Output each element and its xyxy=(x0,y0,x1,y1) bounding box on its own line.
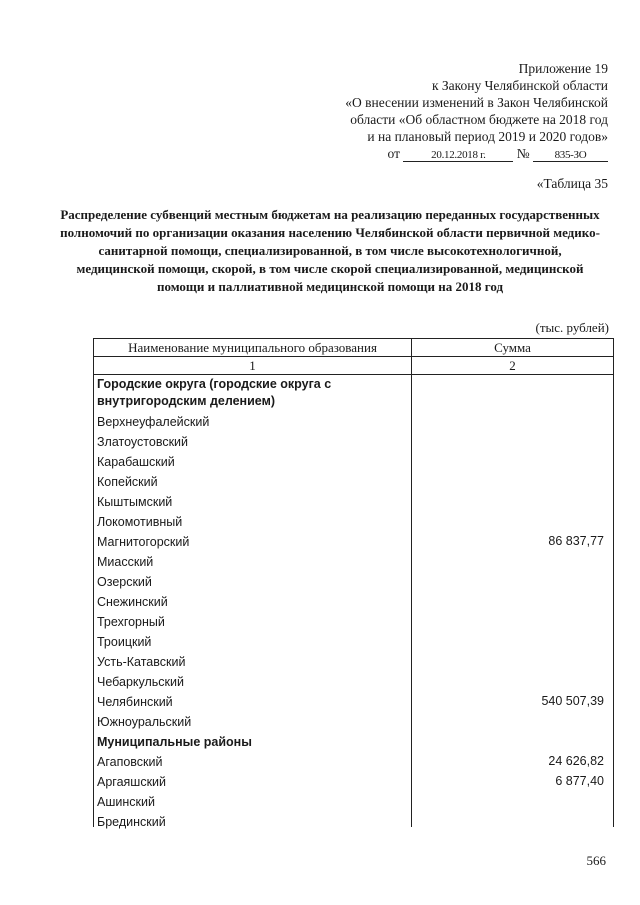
table-row-name: Троицкий xyxy=(97,635,152,649)
table-group-row-name: Городские округа (городские округа с внутригородским делением) xyxy=(97,377,332,408)
column-number-row xyxy=(93,357,614,375)
table-row-value xyxy=(412,651,613,671)
table-row-value xyxy=(412,731,613,751)
table-row-name: Трехгорный xyxy=(97,615,165,629)
appendix-line-4: области «Об областном бюджете на 2018 год xyxy=(350,112,608,127)
table-row-name: Верхнеуфалейский xyxy=(97,415,210,429)
table-row-value: 6 877,40 xyxy=(555,774,604,788)
table-row-value: 86 837,77 xyxy=(548,534,604,548)
values-column xyxy=(412,375,613,827)
number-label: № xyxy=(516,146,530,161)
table-label: «Таблица 35 xyxy=(536,176,608,191)
table-row-name: Южноуральский xyxy=(97,715,192,729)
names-column xyxy=(94,375,412,827)
table-row-value xyxy=(412,571,613,591)
table-row-name: Ашинский xyxy=(97,795,155,809)
appendix-line-3: «О внесении изменений в Закон Челябинской xyxy=(345,95,608,110)
table-row-name: Златоустовский xyxy=(97,435,188,449)
law-date: 20.12.2018 г. xyxy=(403,149,513,162)
column-header-name: Наименование муниципального образования xyxy=(94,339,412,356)
table-row-name: Агаповский xyxy=(97,755,163,769)
table-row-name: Усть-Катавский xyxy=(97,655,186,669)
table-body xyxy=(93,375,614,827)
table-row-name: Копейский xyxy=(97,475,158,489)
law-date-number xyxy=(278,145,608,162)
table-row-name: Чебаркульский xyxy=(97,675,184,689)
column-header-sum: Сумма xyxy=(494,340,531,355)
table-group-row-name: Муниципальные районы xyxy=(97,735,252,749)
table-row-value xyxy=(412,471,613,491)
table-row-name: Аргаяшский xyxy=(97,775,167,789)
column-number-2: 2 xyxy=(509,358,516,373)
table-header-row xyxy=(93,338,614,357)
from-label: от xyxy=(387,146,400,161)
table-row-name: Озерский xyxy=(97,575,152,589)
table-row-value xyxy=(412,671,613,691)
table-row-value xyxy=(412,711,613,731)
table-row-name: Карабашский xyxy=(97,455,175,469)
page-number: 566 xyxy=(586,853,606,868)
table-row-name: Кыштымский xyxy=(97,495,173,509)
table-row-name: Локомотивный xyxy=(97,515,183,529)
document-title: Распределение субвенций местным бюджетам на реализацию переданных государственных полномочий по организации оказания населению Челябинской области первичной медико-санитарной помощи, специализированной, в том числе высокотехнологичной, медицинской помощи, скорой, в том числе скорой специализированной, медицинской помощи и паллиативной медицинской помощи на 2018 год xyxy=(60,207,600,294)
subvention-table xyxy=(93,338,614,827)
appendix-header xyxy=(278,60,608,162)
table-row-value xyxy=(412,551,613,571)
table-row-name: Челябинский xyxy=(97,695,173,709)
table-row-value xyxy=(412,591,613,611)
table-row-value xyxy=(412,411,613,431)
units-label: (тыс. рублей) xyxy=(535,320,609,335)
table-row-value xyxy=(412,375,613,411)
column-number-1: 1 xyxy=(94,357,412,374)
table-row-value xyxy=(412,811,613,831)
table-row-value xyxy=(412,511,613,531)
appendix-line-5: и на плановый период 2019 и 2020 годов» xyxy=(367,129,608,144)
table-row-name: Брединский xyxy=(97,815,166,829)
appendix-line-2: к Закону Челябинской области xyxy=(431,78,608,93)
table-row-name: Магнитогорский xyxy=(97,535,190,549)
table-row-value xyxy=(412,431,613,451)
table-row-name: Снежинский xyxy=(97,595,168,609)
table-row-name: Миасский xyxy=(97,555,154,569)
appendix-line-1: Приложение 19 xyxy=(518,61,608,76)
table-row-value: 540 507,39 xyxy=(541,694,604,708)
table-row-value xyxy=(412,631,613,651)
table-row-value xyxy=(412,491,613,511)
table-row-value xyxy=(412,611,613,631)
table-row-value: 24 626,82 xyxy=(548,754,604,768)
table-row-value xyxy=(412,791,613,811)
law-number: 835-ЗО xyxy=(533,149,608,162)
table-row-value xyxy=(412,451,613,471)
